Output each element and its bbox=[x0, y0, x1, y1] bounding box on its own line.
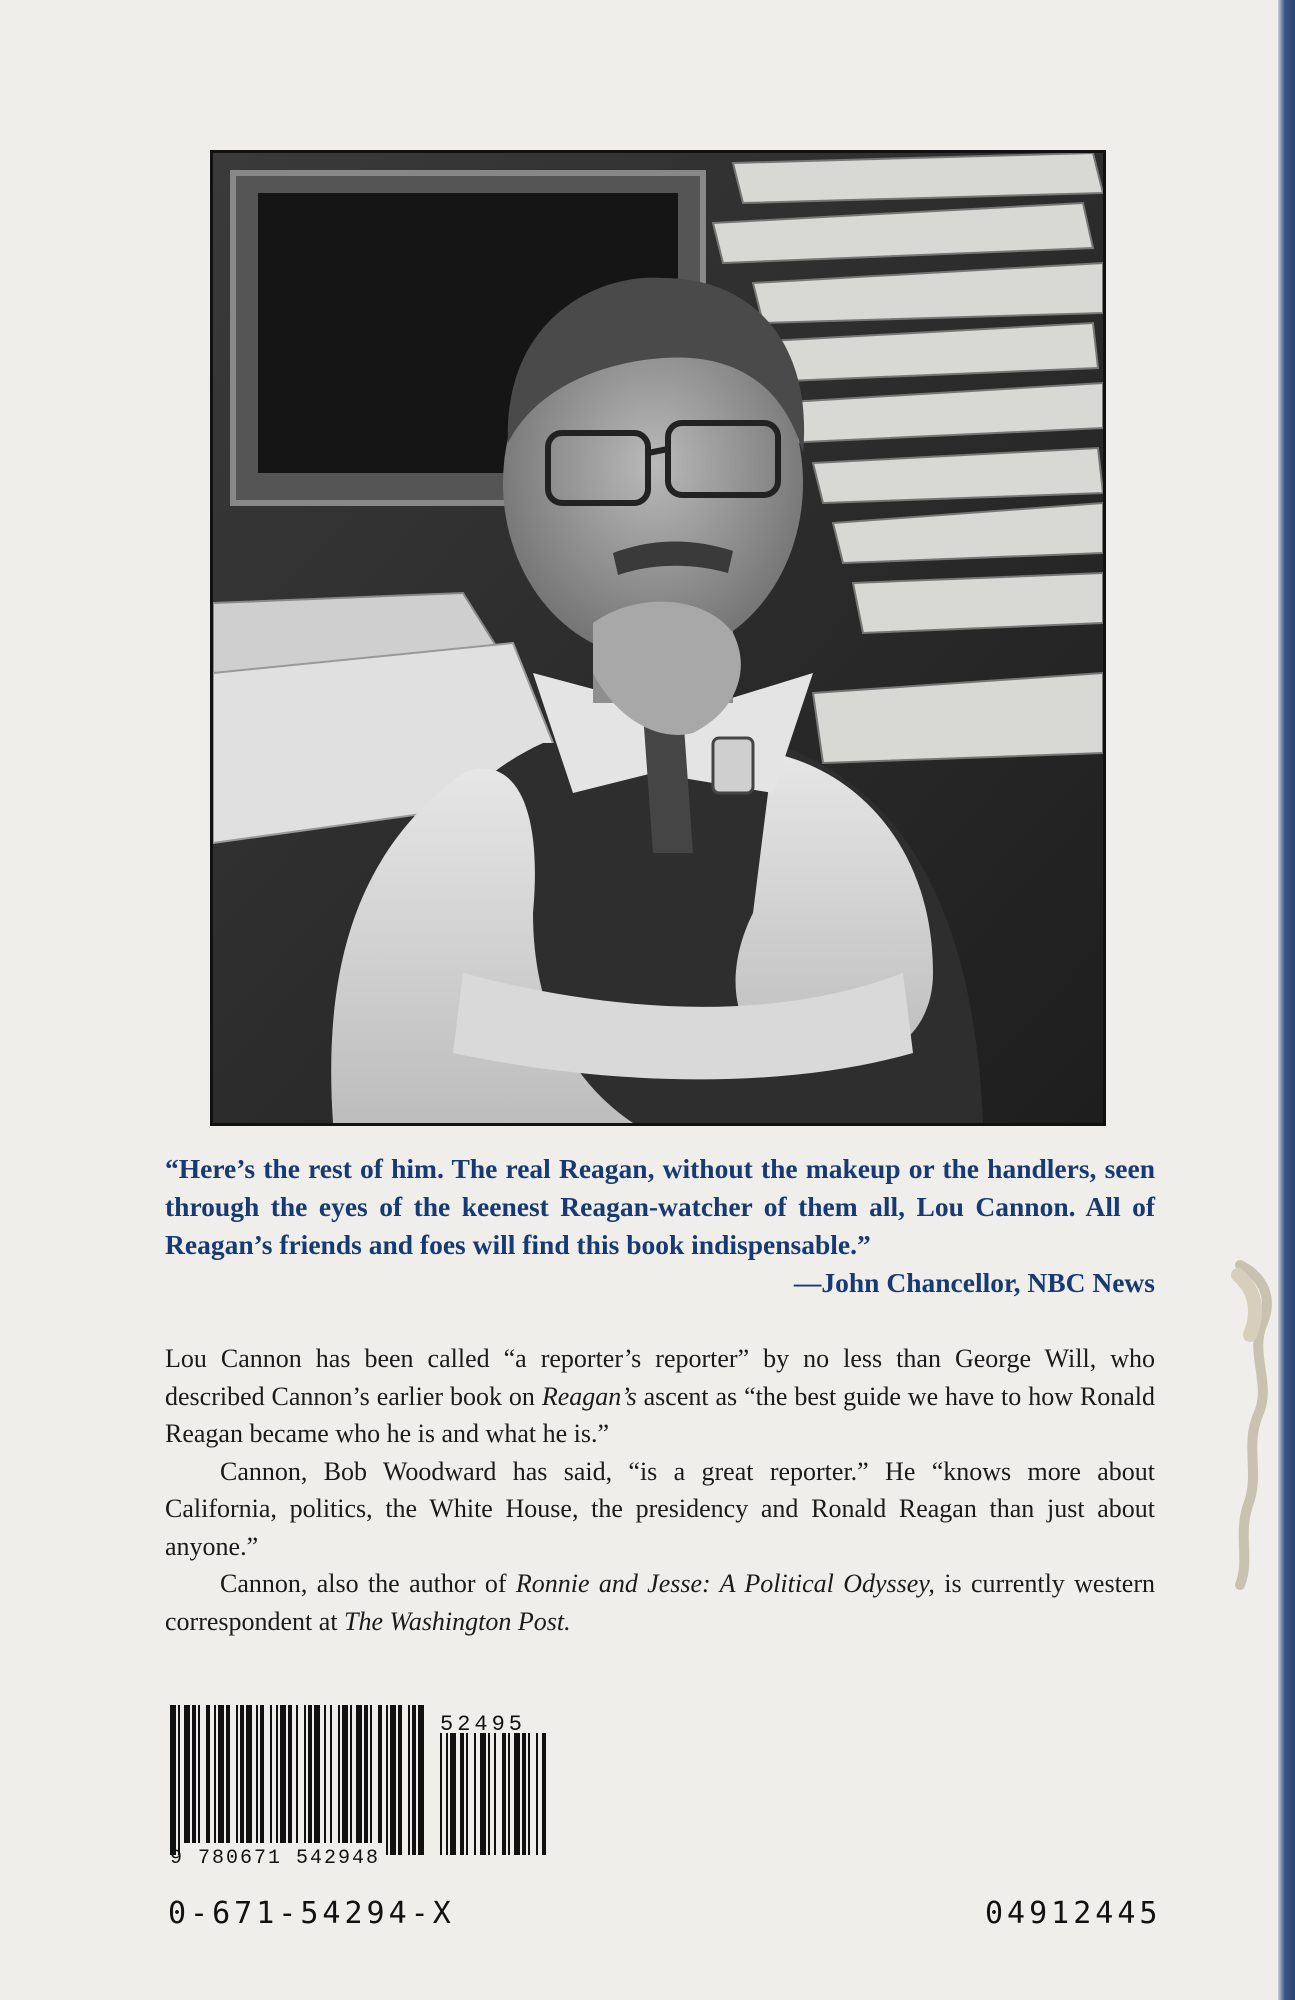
book-spine-edge bbox=[1278, 0, 1295, 2000]
barcode-bar bbox=[330, 1705, 332, 1843]
addon-barcode-bar bbox=[528, 1733, 530, 1855]
barcode-bar bbox=[280, 1705, 286, 1843]
torn-edge-damage bbox=[1200, 1255, 1280, 1595]
barcode-bar bbox=[378, 1705, 382, 1843]
barcode-bar bbox=[184, 1705, 190, 1843]
barcode-bar bbox=[240, 1705, 244, 1843]
ean-digits: 9 780671 542948 bbox=[170, 1847, 381, 1870]
barcode-bar bbox=[338, 1705, 340, 1843]
addon-barcode-bar bbox=[514, 1733, 520, 1855]
barcode-bar bbox=[192, 1705, 196, 1843]
barcode-bar bbox=[276, 1705, 278, 1843]
blurb-paragraph-2: Cannon, Bob Woodward has said, “is a great reporter.” He “knows more about California, politics, the White House, the presidency and Ronald Reagan than just about anyone.” bbox=[165, 1456, 1155, 1561]
author-photo bbox=[210, 150, 1106, 1126]
blurb-p1-text-b: ascent as “the best guide we have to how Ronald Reagan became who he is and what he is.” bbox=[165, 1381, 1155, 1448]
barcode-bar bbox=[370, 1705, 372, 1843]
addon-barcode-bar bbox=[480, 1733, 486, 1855]
author-photo-image bbox=[213, 153, 1103, 1123]
barcode-bar bbox=[356, 1705, 362, 1843]
addon-barcode-bar bbox=[474, 1733, 476, 1855]
review-quote bbox=[165, 1150, 1155, 1298]
blurb-p3-text-a: Cannon, also the author of bbox=[220, 1569, 516, 1598]
barcode-bar bbox=[178, 1705, 180, 1855]
addon-barcode-bar bbox=[522, 1733, 526, 1855]
barcode-bar bbox=[226, 1705, 230, 1843]
barcode-bar bbox=[418, 1705, 424, 1855]
author-blurb bbox=[165, 1340, 1155, 1640]
blurb-p3-italic-2: The Washington Post. bbox=[344, 1606, 571, 1636]
stock-code: 04912445 bbox=[985, 1896, 1162, 1931]
addon-barcode-bar bbox=[440, 1733, 442, 1855]
barcode-bar bbox=[246, 1705, 252, 1843]
blurb-p1-text-a: Lou Cannon has been called “a reporter’s reporter” by no less than George Will, who described Cannon’s earlier book on bbox=[165, 1344, 1155, 1411]
barcode-bar bbox=[256, 1705, 258, 1843]
quote-attribution: —John Chancellor, NBC News bbox=[793, 1267, 1155, 1298]
barcode-bar bbox=[386, 1705, 388, 1855]
addon-barcode-bar bbox=[488, 1733, 490, 1855]
barcode-bar bbox=[206, 1705, 210, 1843]
addon-barcode-bar bbox=[446, 1733, 448, 1855]
addon-barcode-bar bbox=[494, 1733, 496, 1855]
addon-barcode-bar bbox=[450, 1733, 456, 1855]
blurb-p3-italic-1: Ronnie and Jesse: A Political Odyssey, bbox=[515, 1569, 935, 1598]
barcode-bar bbox=[288, 1705, 292, 1843]
barcode-bar bbox=[364, 1705, 368, 1843]
barcode-bar bbox=[270, 1705, 272, 1843]
barcode-bar bbox=[260, 1705, 264, 1843]
barcode-bar bbox=[408, 1705, 410, 1855]
blurb-paragraph-1 bbox=[165, 1340, 1155, 1453]
addon-barcode-bar bbox=[542, 1733, 546, 1855]
barcode-bar bbox=[314, 1705, 320, 1843]
blurb-p1-italic: Reagan’s bbox=[541, 1381, 637, 1411]
blurb-p3-text-b: is currently western correspondent at bbox=[165, 1569, 1156, 1636]
barcode-bar bbox=[350, 1705, 352, 1843]
barcode-bar bbox=[398, 1705, 402, 1855]
addon-barcode-bar bbox=[466, 1733, 468, 1855]
barcode-bar bbox=[412, 1705, 416, 1855]
isbn-number: 0-671-54294-X bbox=[168, 1896, 455, 1931]
addon-barcode-bar bbox=[508, 1733, 510, 1855]
quote-text: “Here’s the rest of him. The real Reagan, without the makeup or the handlers, seen through the eyes of the keenest Reagan-watcher of them all, Lou Cannon. All of Reagan’s friends and foes will find this book indispensable.” bbox=[165, 1153, 1155, 1260]
barcode-bar bbox=[324, 1705, 326, 1843]
barcode-bar bbox=[304, 1705, 306, 1843]
barcode-bar bbox=[236, 1705, 238, 1843]
barcode-bar bbox=[342, 1705, 348, 1843]
barcode-bar bbox=[198, 1705, 200, 1843]
addon-barcode-bar bbox=[502, 1733, 506, 1855]
blurb-paragraph-3 bbox=[165, 1565, 1155, 1640]
price-code: 52495 bbox=[440, 1712, 527, 1737]
addon-barcode-bar bbox=[460, 1733, 464, 1855]
barcode-bar bbox=[308, 1705, 312, 1843]
addon-barcode-bar bbox=[536, 1733, 538, 1855]
barcode-bar bbox=[390, 1705, 396, 1855]
barcode-bar bbox=[296, 1705, 298, 1843]
barcode-bar bbox=[218, 1705, 224, 1843]
barcode-bar bbox=[214, 1705, 216, 1843]
barcode-bar bbox=[170, 1705, 176, 1855]
